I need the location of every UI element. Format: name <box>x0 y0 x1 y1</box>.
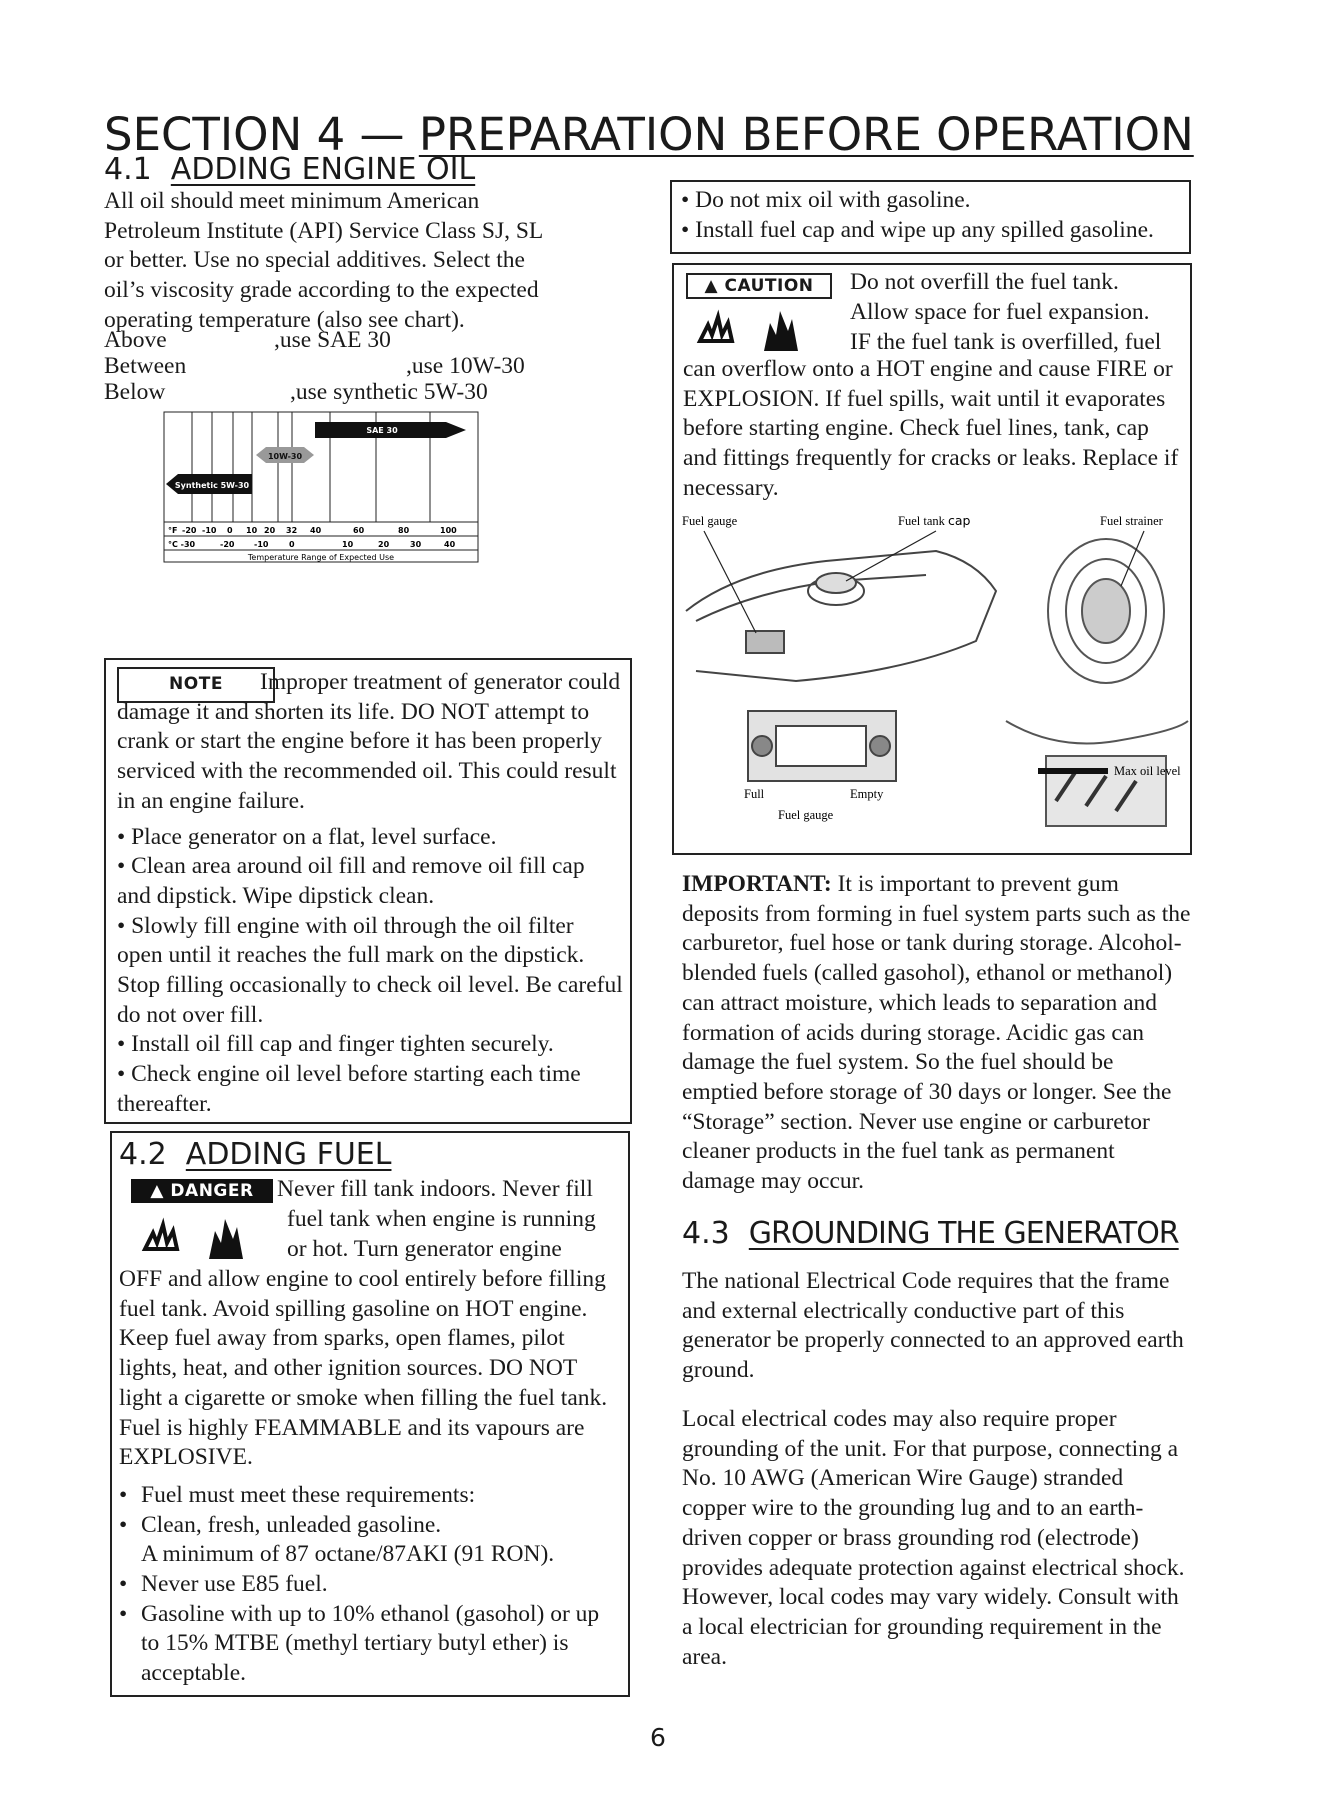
fuel-tip: • Do not mix oil with gasoline. <box>681 187 971 213</box>
caution-badge <box>686 273 832 299</box>
fuel-req-item: • Gasoline with up to 10% ethanol (gasohol) or up to 15% MTBE (methyl tertiary butyl ether) is acceptable. <box>119 1600 600 1687</box>
danger-label: DANGER <box>170 1181 254 1201</box>
sae30-label: SAE 30 <box>366 426 398 435</box>
10w30-label: 10W-30 <box>267 452 303 461</box>
f-tick: 32 <box>286 526 298 535</box>
heading-number: 4.3 <box>682 1216 730 1251</box>
label-full: Full <box>744 787 765 801</box>
f-tick: 40 <box>310 526 322 535</box>
synthetic-label: Synthetic 5W-30 <box>174 481 250 490</box>
section-title: PREPARATION BEFORE OPERATION <box>418 108 1194 161</box>
caution-line: Do not overfill the fuel tank. <box>850 269 1119 295</box>
c-tick: 30 <box>410 540 422 549</box>
note-bullet: • Install oil fill cap and finger tighten securely. <box>117 1031 554 1058</box>
leader-lines <box>704 531 1144 633</box>
danger-text: OFF and allow engine to cool entirely before filling fuel tank. Avoid spilling gasoline on HOT engine. Keep fuel away from sparks, open flames, pilot lights, heat, and other ignition sources. DO NOT light a cigarette or smoke when filling the fuel tank. Fuel is highly FEAMMABLE and its vapours are EXPLOSIVE. <box>119 1266 608 1471</box>
f-tick: 10 <box>246 526 258 535</box>
fuel-tank-figure <box>676 511 1190 851</box>
label-max-oil: Max oil level <box>1114 764 1181 778</box>
page-number: 6 <box>650 1723 666 1752</box>
fuel-req-text: Clean, fresh, unleaded gasoline. <box>141 1511 442 1538</box>
danger-line: or hot. Turn generator engine <box>287 1236 562 1262</box>
row-label: Below <box>104 379 166 405</box>
f-tick: -20 <box>182 526 197 535</box>
note-bullet: • Clean area around oil fill and remove oil fill cap and dipstick. Wipe dipstick clean. <box>117 853 585 909</box>
danger-line: Never fill tank indoors. Never fill <box>277 1176 593 1202</box>
c-tick: 0 <box>289 540 295 549</box>
heading-title: GROUNDING THE GENERATOR <box>748 1216 1179 1251</box>
caution-label: CAUTION <box>724 276 814 296</box>
c-tick: -10 <box>254 540 269 549</box>
oil-viscosity-chart <box>160 410 480 565</box>
row-label: Above <box>104 327 167 353</box>
c-tick: 20 <box>378 540 390 549</box>
heading-4-1 <box>104 152 475 187</box>
oil-row-below <box>104 378 604 408</box>
fuel-tip-box <box>670 180 1191 254</box>
row-label: Between <box>104 353 187 379</box>
chart-xlabel: Temperature Range of Expected Use <box>247 553 395 562</box>
octane-line: A minimum of 87 octane/87AKI (91 RON). <box>141 1541 555 1568</box>
series-synthetic-5w30 <box>166 474 252 494</box>
label-fuel-strainer: Fuel strainer <box>1100 514 1163 528</box>
c-tick: °C -30 <box>168 540 196 549</box>
f-tick: 60 <box>353 526 365 535</box>
heading-4-2 <box>119 1137 623 1172</box>
danger-line: fuel tank when engine is running <box>287 1206 596 1232</box>
caution-block <box>674 265 1190 355</box>
heading-title: ADDING ENGINE OIL <box>170 152 476 187</box>
fuel-req-item: • Never use E85 fuel. <box>119 1571 328 1598</box>
f-tick: 20 <box>264 526 276 535</box>
fuel-requirements <box>119 1481 623 1689</box>
f-tick: 80 <box>398 526 410 535</box>
note-bullet: • Slowly fill engine with oil through the oil filter open until it reaches the full mark on the dipstick. Stop filling occasionally to check oil level. Be careful do not over fill. <box>117 912 623 1028</box>
heading-title: ADDING FUEL <box>185 1137 392 1172</box>
fuel-req-text: Fuel must meet these requirements: <box>141 1481 476 1508</box>
fuel-tank-illustration <box>686 551 996 781</box>
flammable-icon <box>696 305 806 355</box>
caution-line: Allow space for fuel expansion. <box>850 299 1150 325</box>
important-text: It is important to prevent gum deposits from forming in fuel system parts such as the carburetor, fuel hose or tank during storage. Alcohol-blended fuels (called gasohol), ethanol or methanol) can attract moisture, which leads to separation and formation of acids during storage. Acidic gas can damage the fuel system. So the fuel should be emptied before storage of 30 days or longer. See the “Storage” section. Never use engine or carburetor cleaner products in the fuel tank as permanent damage may occur. <box>682 871 1191 1195</box>
section-prefix: SECTION 4 — <box>104 108 405 161</box>
grounding-p2: Local electrical codes may also require proper grounding of the unit. For that purpose, connecting a No. 10 AWG (American Wire Gauge) stranded copper wire to the grounding lug and to an earth-driven copper or brass grounding rod (electrode) provides adequate protection against electrical shock. However, local codes may vary widely. Consult with a local electrician for grounding requirement in the area. <box>682 1406 1185 1670</box>
celsius-ticks <box>168 540 456 549</box>
fuel-req-text: Gasoline with up to 10% ethanol (gasohol) or up to 15% MTBE (methyl tertiary butyl ether) is acceptable. <box>141 1600 600 1687</box>
series-sae30 <box>315 422 466 438</box>
fuel-strainer-illustration <box>1006 539 1188 826</box>
note-bullets <box>117 823 624 1120</box>
grounding-p1: The national Electrical Code requires that the frame and external electrically conductive part of this generator be properly connected to an approved earth ground. <box>682 1268 1184 1384</box>
series-10w30 <box>256 447 314 463</box>
fuel-req-text: Never use E85 fuel. <box>141 1571 328 1598</box>
important-label: IMPORTANT: <box>682 871 832 897</box>
fuel-req-item: • Clean, fresh, unleaded gasoline. A minimum of 87 octane/87AKI (91 RON). <box>119 1511 555 1568</box>
warning-triangle-icon: ▲ <box>704 276 719 296</box>
row-use: ,use synthetic 5W-30 <box>290 379 488 405</box>
fahrenheit-ticks <box>168 526 457 535</box>
heading-number: 4.2 <box>119 1137 167 1172</box>
f-tick: -10 <box>202 526 217 535</box>
caution-line: IF the fuel tank is overfilled, fuel <box>850 329 1162 355</box>
fuel-req-item: • Fuel must meet these requirements: <box>119 1481 476 1508</box>
adding-fuel-box <box>110 1131 630 1697</box>
label-empty: Empty <box>850 787 884 801</box>
f-tick: °F <box>168 526 178 535</box>
heading-4-3 <box>682 1216 1179 1251</box>
fuel-tip: • Install fuel cap and wipe up any spilled gasoline. <box>681 216 1154 243</box>
note-text: Improper treatment of generator could damage it and shorten its life. DO NOT attempt to crank or start the engine before it has been properly serviced with the recommended oil. This could result in an engine failure. <box>117 669 621 814</box>
note-bullet: • Place generator on a flat, level surface. <box>117 823 497 850</box>
label-gauge: Fuel gauge <box>778 808 834 822</box>
important-paragraph <box>682 870 1192 1197</box>
c-tick: -20 <box>220 540 235 549</box>
note-bullet: • Check engine oil level before starting each time thereafter. <box>117 1061 581 1117</box>
danger-badge <box>131 1179 273 1203</box>
c-tick: 40 <box>444 540 456 549</box>
heading-number: 4.1 <box>104 152 152 187</box>
caution-text: can overflow onto a HOT engine and cause FIRE or EXPLOSION. If fuel spills, wait until it evaporates before starting engine. Check fuel lines, tank, cap and fittings frequently for cracks or leaks. Replace if necessary. <box>683 356 1179 501</box>
label-fuel-gauge: Fuel gauge <box>682 514 738 528</box>
note-box <box>104 658 632 1124</box>
caution-figure-box <box>672 263 1192 855</box>
flammable-icon <box>141 1209 251 1265</box>
oil-intro: All oil should meet minimum American Petroleum Institute (API) Service Class SJ, SL or better. Use no special additives. Select the oil’s viscosity grade according to the expected operating temperature (also see chart). <box>104 188 543 333</box>
label-fuel-tank: Fuel tank cap <box>898 513 971 528</box>
row-use: ,use SAE 30 <box>274 327 391 353</box>
f-tick: 100 <box>440 526 457 535</box>
row-use: ,use 10W-30 <box>406 353 525 379</box>
f-tick: 0 <box>227 526 233 535</box>
note-badge: NOTE <box>117 667 275 703</box>
danger-block <box>119 1175 623 1267</box>
c-tick: 10 <box>342 540 354 549</box>
warning-triangle-icon: ▲ <box>150 1181 164 1201</box>
